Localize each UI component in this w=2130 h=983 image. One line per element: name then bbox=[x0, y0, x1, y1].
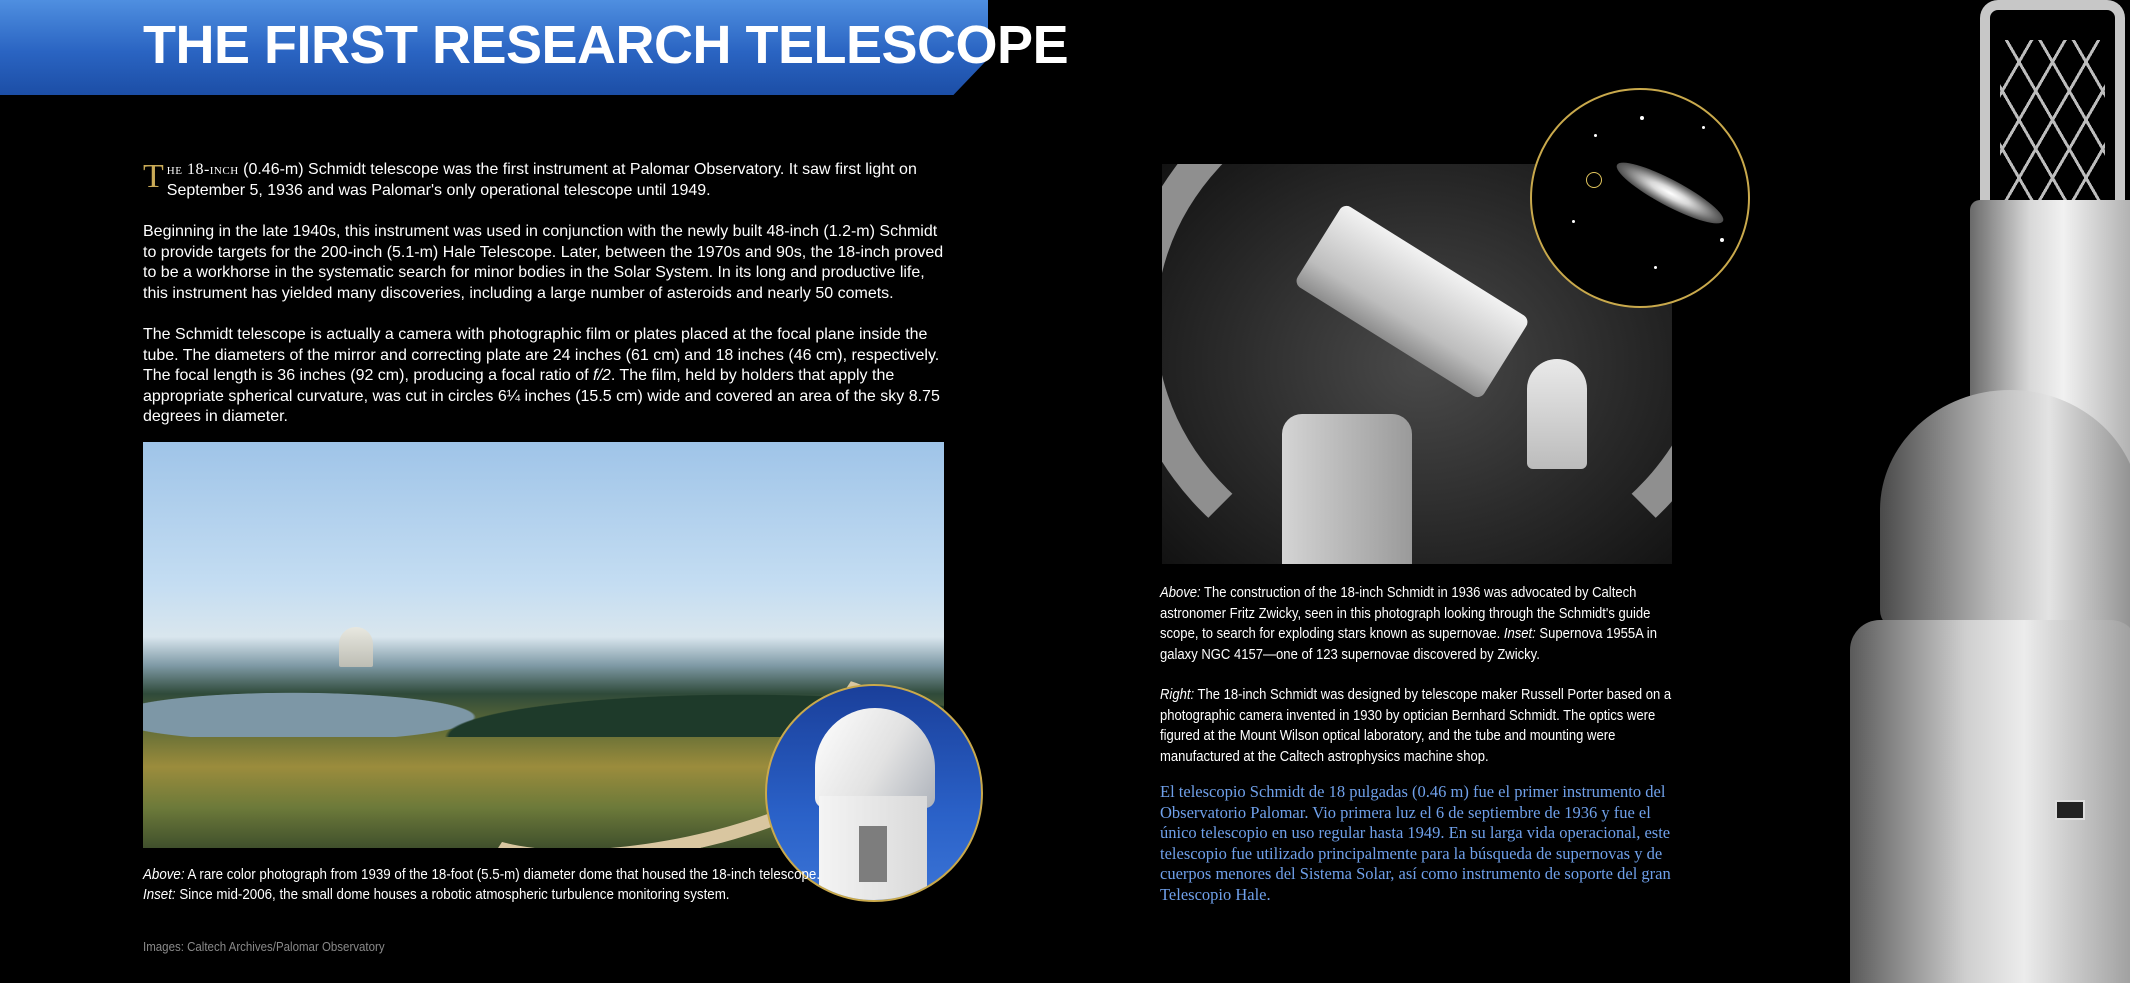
supernova-marker bbox=[1586, 172, 1602, 188]
caption-right-above bbox=[1160, 583, 1691, 665]
caption-inset-label: Inset: bbox=[143, 887, 176, 903]
intro-paragraph-1 bbox=[143, 160, 948, 201]
caption-right-right-text: The 18-inch Schmidt was designed by telescope maker Russell Porter based on a photographic camera invented in 1930 by optician Bernhard Schmidt. The optics were figured at the Mount Wilson optical laboratory, and the tube and mounting were manufactured at the Caltech astrophysics machine shop. bbox=[1160, 687, 1672, 765]
star bbox=[1720, 238, 1724, 242]
schmidt-telescope-photo bbox=[1820, 0, 2130, 983]
caption-right-right-label: Right: bbox=[1160, 687, 1195, 703]
inset-dome-top bbox=[815, 708, 935, 808]
intro-p3-text-a: The Schmidt telescope is actually a camera with photographic film or plates placed at the focal plane inside the tube. The diameters of the mirror and correcting plate are 24 inches (61 cm) and 18 inches (46 cm), respectively. The focal length is 36 inches (92 cm), producing a focal ratio of bbox=[143, 326, 940, 384]
telescope-truss bbox=[1980, 0, 2125, 220]
page-title: THE FIRST RESEARCH TELESCOPE bbox=[143, 15, 1069, 75]
photo-telescope-mount bbox=[1282, 414, 1412, 564]
telescope-pier bbox=[1850, 620, 2130, 983]
caption-right-inset-text: Supernova 1955A in galaxy NGC 4157—one of 123 supernovae discovered by Zwicky. bbox=[1160, 626, 1657, 663]
dropcap: T bbox=[143, 158, 164, 195]
star bbox=[1654, 266, 1657, 269]
star bbox=[1572, 220, 1575, 223]
intro-text bbox=[143, 160, 948, 449]
supernova-inset-photo bbox=[1530, 88, 1750, 308]
photo-small-dome bbox=[339, 627, 373, 667]
telescope-nameplate bbox=[2055, 800, 2085, 820]
star bbox=[1594, 134, 1597, 137]
telescope-cradle bbox=[1880, 390, 2130, 630]
image-credit: Images: Caltech Archives/Palomar Observatory bbox=[143, 940, 385, 954]
focal-ratio: f/2 bbox=[593, 367, 611, 384]
caption-right-inset-label: Inset: bbox=[1503, 626, 1536, 642]
caption-right-right bbox=[1160, 685, 1691, 767]
intro-smallcaps: he 18-inch bbox=[166, 161, 239, 178]
intro-paragraph-2: Beginning in the late 1940s, this instrument was used in conjunction with the newly built 48-inch (1.2-m) Schmidt to provide targets for the 200-inch (5.1-m) Hale Telescope. Later, between the 1970s and 90s, the 18-inch proved to be a workhorse in the systematic search for minor bodies in the Solar System. In its long and productive life, this instrument has yielded many discoveries, including a large number of asteroids and nearly 50 comets. bbox=[143, 223, 944, 302]
caption-inset-text: Since mid-2006, the small dome houses a robotic atmospheric turbulence monitoring system. bbox=[175, 887, 730, 903]
photo-astronomer bbox=[1527, 359, 1587, 469]
spanish-summary: El telescopio Schmidt de 18 pulgadas (0.46 m) fue el primer instrumento del Observatorio Palomar. Vio primera luz el 6 de septiembre de 1936 y fue el único telescopio en uso regular hasta 1949. En su larga vida operacional, este telescopio fue utilizado principalmente para la búsqueda de supernovas y de cuerpos menores del Sistema Solar, así como instrumento de soporte del gran Telescopio Hale. bbox=[1160, 782, 1671, 904]
star bbox=[1640, 116, 1644, 120]
galaxy-ngc4157 bbox=[1611, 153, 1729, 232]
caption-above-label: Above: bbox=[143, 867, 185, 883]
caption-above-text: A rare color photograph from 1939 of the 18-foot (5.5-m) diameter dome that housed the 18-inch telescope. bbox=[184, 867, 821, 883]
intro-paragraph-3 bbox=[143, 325, 948, 428]
caption-right-above-label: Above: bbox=[1160, 585, 1201, 601]
caption-right-above-text: The construction of the 18-inch Schmidt in 1936 was advocated by Caltech astronomer Fritz Zwicky, seen in this photograph looking through the Schmidt's guide scope, to search for exploding stars known as supernovae. bbox=[1160, 585, 1651, 642]
intro-p1-text: (0.46-m) Schmidt telescope was the first instrument at Palomar Observatory. It saw first light on September 5, 1936 and was Palomar's only operational telescope until 1949. bbox=[166, 161, 917, 199]
caption-left bbox=[143, 865, 870, 905]
star bbox=[1702, 126, 1705, 129]
caption-right bbox=[1160, 583, 1691, 787]
intro-p3-text-b: . The film, held by holders that apply the appropriate spherical curvature, was cut in circles 6¼ inches (15.5 cm) wide and covered an area of the sky 8.75 degrees in diameter. bbox=[143, 367, 940, 425]
